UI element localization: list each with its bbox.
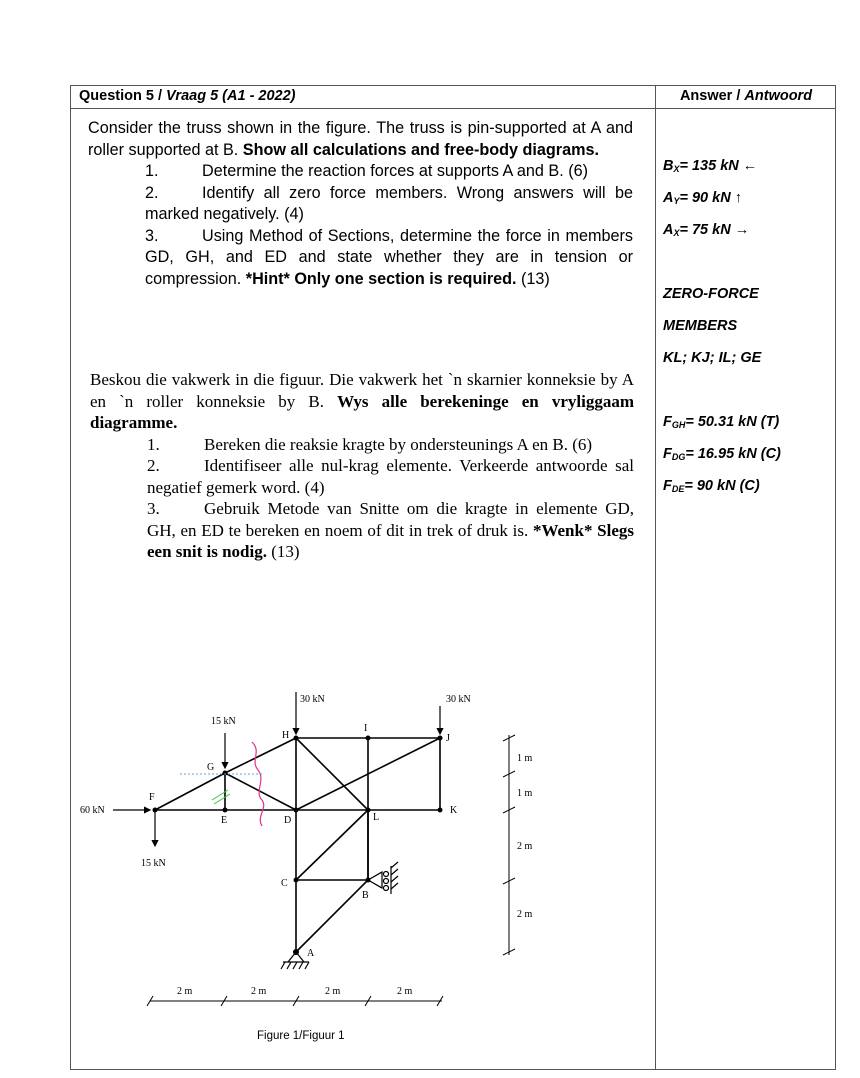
header-divider	[70, 108, 836, 109]
figure-caption: Figure 1/Figuur 1	[257, 1030, 345, 1042]
load-label-f-horizontal: 60 kN	[80, 805, 105, 816]
node-label-j: J	[446, 733, 450, 744]
node-label-f: F	[149, 792, 155, 803]
dim-v-2: 1 m	[517, 788, 533, 799]
node-label-a: A	[307, 948, 315, 959]
node-label-l: L	[373, 812, 380, 823]
load-label-g: 15 kN	[211, 716, 236, 727]
list-item: 1. Bereken die reaksie kragte by ondersteunings A en B. (6)	[147, 434, 593, 454]
list-item: 2. Identify all zero force members. Wrong answers will be marked negatively. (4)	[145, 183, 633, 223]
node-label-d: D	[284, 815, 292, 826]
node-label-e: E	[221, 815, 228, 826]
dim-h-4: 2 m	[397, 986, 413, 997]
dim-h-3: 2 m	[325, 986, 341, 997]
answer-ay: $A_Y= 90$ kN ↑	[663, 190, 742, 206]
node-label-i: I	[364, 723, 368, 734]
afrikaans-question	[90, 369, 634, 563]
load-label-f-down: 15 kN	[141, 858, 166, 869]
answer-title: Answer / Antwoord	[679, 88, 813, 104]
list-item: 2. Identifiseer alle nul-krag elemente. Verkeerde antwoorde sal negatief gemerk word. (4)	[147, 456, 634, 497]
answer-fde: $F_{DE}= 90$ kN (C)	[663, 478, 760, 494]
zero-force-list: KL; KJ; IL; GE	[663, 350, 762, 366]
answer-bx: $B_X= 135$ kN ←	[663, 158, 758, 174]
node-label-g: G	[207, 762, 215, 773]
question-title: Question 5 / Vraag 5 (A1 - 2022)	[79, 88, 296, 104]
list-item: 1. Determine the reaction forces at supports A and B. (6)	[145, 162, 589, 180]
english-question	[88, 118, 633, 290]
list-item: 3. Using Method of Sections, determine the force in members GD, GH, and ED and state whether they are in tension or compression. *Hint* Only one section is required. (13)	[145, 226, 633, 288]
dim-h-2: 2 m	[251, 986, 267, 997]
dim-v-3: 2 m	[517, 841, 533, 852]
answers-column	[663, 150, 781, 502]
answer-ax: $A_X= 75$ kN →	[663, 222, 750, 238]
load-label-j: 30 kN	[446, 694, 471, 705]
dim-v-1: 1 m	[517, 753, 533, 764]
answer-fgh: $F_{GH}= 50.31$ kN (T)	[663, 414, 780, 430]
english-intro: Consider the truss shown in the figure. The truss is pin-supported at A and roller supported at B. Show all calculations and free-body diagrams.	[88, 119, 633, 159]
dim-h-1: 2 m	[177, 986, 193, 997]
list-item: 3. Gebruik Metode van Snitte om die kragte in elemente GD, GH, en ED te bereken en noem of dit in trek of druk is. *Wenk* Slegs een snit is nodig. (13)	[147, 499, 634, 561]
node-label-c: C	[281, 878, 288, 889]
english-list	[88, 161, 633, 290]
zero-force-heading: ZERO-FORCE	[663, 286, 759, 302]
zero-force-heading-2: MEMBERS	[663, 318, 738, 334]
afrikaans-list	[90, 434, 634, 563]
load-label-h: 30 kN	[300, 694, 325, 705]
node-label-h: H	[282, 730, 290, 741]
node-label-b: B	[362, 890, 369, 901]
answer-fdg: $F_{DG}= 16.95$ kN (C)	[663, 446, 781, 462]
node-label-k: K	[450, 805, 458, 816]
column-divider	[655, 85, 656, 1070]
afrikaans-intro: Beskou die vakwerk in die figuur. Die vakwerk het `n skarnier konneksie by A en `n roller konneksie by B. Wys alle berekeninge en vryliggaam diagramme.	[90, 370, 634, 432]
dim-v-4: 2 m	[517, 909, 533, 920]
